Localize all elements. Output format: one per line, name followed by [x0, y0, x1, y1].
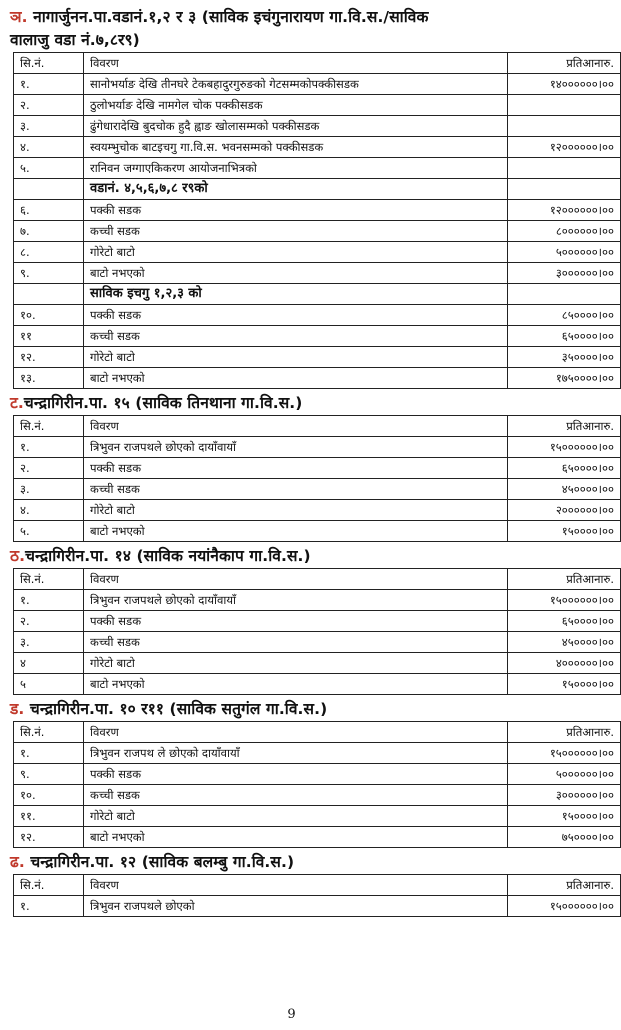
subheading: साविक इचगु १,२,३ को: [84, 284, 508, 305]
data-table: [13, 415, 621, 542]
cell-amount: [508, 116, 621, 137]
cell-desc: कच्ची सडक: [84, 479, 508, 500]
cell-sn: ४.: [14, 500, 84, 521]
cell-desc: ढुंगेधारादेखि बुदचोक हुदै ह्वाङ खोलासम्मको पक्कीसडक: [84, 116, 508, 137]
table-row: [14, 221, 621, 242]
cell-amount: १५००००००।००: [508, 896, 621, 917]
section-letter: ड.: [10, 700, 25, 718]
cell-sn: २.: [14, 611, 84, 632]
table-row: [14, 116, 621, 137]
section-letter: ञ.: [10, 8, 28, 26]
cell-sn: १.: [14, 896, 84, 917]
table-header-row: [14, 875, 621, 896]
header-desc: विवरण: [84, 416, 508, 437]
section-letter: ठ.: [10, 547, 26, 565]
cell-desc: बाटो नभएको: [84, 521, 508, 542]
cell-amount: १२००००००।००: [508, 200, 621, 221]
cell-amount: ४५००००।००: [508, 632, 621, 653]
cell-sn: १२.: [14, 827, 84, 848]
cell-sn: ४: [14, 653, 84, 674]
cell-amount: [508, 284, 621, 305]
section-heading: [10, 698, 573, 721]
cell-amount: १५००००।००: [508, 674, 621, 695]
section-heading: [10, 6, 573, 29]
cell-amount: ७५००००।००: [508, 827, 621, 848]
cell-amount: ८५००००।००: [508, 305, 621, 326]
cell-sn: २.: [14, 95, 84, 116]
section-heading: [10, 851, 573, 874]
cell-sn: ३.: [14, 116, 84, 137]
cell-desc: त्रिभुवन राजपथले छोएको दायाँवायाँ: [84, 590, 508, 611]
cell-sn: [14, 284, 84, 305]
cell-desc: गोरेटो बाटो: [84, 347, 508, 368]
header-sn: सि.नं.: [14, 416, 84, 437]
cell-sn: २.: [14, 458, 84, 479]
cell-amount: ३००००००।००: [508, 785, 621, 806]
cell-amount: १५००००००।००: [508, 437, 621, 458]
page-number: 9: [287, 1007, 296, 1022]
data-table: [13, 52, 621, 389]
header-amount: प्रतिआनारु.: [508, 53, 621, 74]
table-row: [14, 785, 621, 806]
header-desc: विवरण: [84, 875, 508, 896]
cell-desc: कच्ची सडक: [84, 221, 508, 242]
cell-desc: बाटो नभएको: [84, 263, 508, 284]
cell-amount: [508, 158, 621, 179]
header-amount: प्रतिआनारु.: [508, 722, 621, 743]
table-header-row: [14, 53, 621, 74]
header-sn: सि.नं.: [14, 569, 84, 590]
cell-sn: १.: [14, 74, 84, 95]
cell-desc: गोरेटो बाटो: [84, 653, 508, 674]
table-row: [14, 896, 621, 917]
table-row: [14, 743, 621, 764]
table-row: [14, 521, 621, 542]
cell-sn: १३.: [14, 368, 84, 389]
cell-sn: ७.: [14, 221, 84, 242]
section-title: चन्द्रागिरीन.पा. १४ (साविक नयांनैकाप गा.वि.स.): [25, 547, 311, 565]
data-table: [13, 568, 621, 695]
cell-desc: बाटो नभएको: [84, 674, 508, 695]
table-row: [14, 458, 621, 479]
document-page: [0, 6, 614, 1030]
cell-desc: पक्की सडक: [84, 458, 508, 479]
cell-sn: ५.: [14, 521, 84, 542]
cell-desc: रानिवन जग्गाएकिकरण आयोजनाभित्रको: [84, 158, 508, 179]
subheading: वडानं. ४,५,६,७,८ र९को: [84, 179, 508, 200]
cell-amount: ८००००००।००: [508, 221, 621, 242]
cell-amount: १५००००००।००: [508, 590, 621, 611]
table-row: [14, 263, 621, 284]
header-desc: विवरण: [84, 53, 508, 74]
cell-desc: कच्ची सडक: [84, 785, 508, 806]
cell-desc: गोरेटो बाटो: [84, 500, 508, 521]
table-subheading-row: [14, 284, 621, 305]
cell-amount: १४००००००।००: [508, 74, 621, 95]
cell-desc: सानोभर्याङ देखि तीनघरे टेकबहादुरगुरुङको गेटसम्मकोपक्कीसडक: [84, 74, 508, 95]
cell-desc: त्रिभुवन राजपथ ले छोएको दायाँवायाँ: [84, 743, 508, 764]
cell-desc: गोरेटो बाटो: [84, 806, 508, 827]
header-amount: प्रतिआनारु.: [508, 416, 621, 437]
cell-sn: ८.: [14, 242, 84, 263]
cell-sn: १.: [14, 743, 84, 764]
header-sn: सि.नं.: [14, 722, 84, 743]
cell-desc: स्वयम्भुचोक बाटइचगु गा.वि.स. भवनसम्मको पक्कीसडक: [84, 137, 508, 158]
table-row: [14, 590, 621, 611]
header-sn: सि.नं.: [14, 875, 84, 896]
cell-amount: ५००००००।००: [508, 764, 621, 785]
section-title: चन्द्रागिरीन.पा. १२ (साविक बलम्बु गा.वि.स.): [24, 853, 295, 871]
cell-amount: ३००००००।००: [508, 263, 621, 284]
table-row: [14, 827, 621, 848]
table-row: [14, 674, 621, 695]
cell-desc: ठुलोभर्याङ देखि नामगेल चोक पक्कीसडक: [84, 95, 508, 116]
table-row: [14, 500, 621, 521]
cell-amount: १५००००००।००: [508, 743, 621, 764]
section-letter: ट.: [10, 394, 24, 412]
section-title-line2: वालाजु वडा नं.७,८र९): [10, 31, 140, 49]
data-table: [13, 874, 621, 917]
cell-desc: बाटो नभएको: [84, 827, 508, 848]
section-heading: [10, 392, 573, 415]
cell-sn: ९.: [14, 263, 84, 284]
header-amount: प्रतिआनारु.: [508, 569, 621, 590]
cell-desc: पक्की सडक: [84, 200, 508, 221]
cell-sn: १.: [14, 590, 84, 611]
section-title: चन्द्रागिरीन.पा. १५ (साविक तिनथाना गा.वि.स.): [23, 394, 303, 412]
cell-amount: ४००००००।००: [508, 653, 621, 674]
table-header-row: [14, 569, 621, 590]
table-row: [14, 806, 621, 827]
cell-amount: ६५००००।००: [508, 458, 621, 479]
table-row: [14, 653, 621, 674]
table-row: [14, 611, 621, 632]
section-heading: [10, 545, 573, 568]
table-subheading-row: [14, 179, 621, 200]
section-title: चन्द्रागिरीन.पा. १० र११ (साविक सतुगंल गा.वि.स.): [24, 700, 328, 718]
cell-amount: १५००००।००: [508, 521, 621, 542]
table-row: [14, 200, 621, 221]
cell-sn: ५: [14, 674, 84, 695]
cell-desc: पक्की सडक: [84, 305, 508, 326]
table-row: [14, 305, 621, 326]
cell-amount: ५००००००।००: [508, 242, 621, 263]
cell-sn: ३.: [14, 632, 84, 653]
cell-amount: ६५००००।००: [508, 326, 621, 347]
table-row: [14, 479, 621, 500]
cell-sn: ९.: [14, 764, 84, 785]
cell-desc: बाटो नभएको: [84, 368, 508, 389]
table-row: [14, 158, 621, 179]
table-row: [14, 347, 621, 368]
table-row: [14, 326, 621, 347]
cell-amount: [508, 95, 621, 116]
cell-desc: कच्ची सडक: [84, 632, 508, 653]
cell-desc: पक्की सडक: [84, 611, 508, 632]
cell-amount: ६५००००।००: [508, 611, 621, 632]
section-letter: ढ.: [10, 853, 25, 871]
cell-sn: ११.: [14, 806, 84, 827]
table-row: [14, 368, 621, 389]
section-heading-continued: [10, 29, 573, 52]
cell-sn: ६.: [14, 200, 84, 221]
table-row: [14, 95, 621, 116]
cell-amount: १२००००००।००: [508, 137, 621, 158]
table-header-row: [14, 416, 621, 437]
cell-amount: [508, 179, 621, 200]
cell-desc: गोरेटो बाटो: [84, 242, 508, 263]
cell-sn: ३.: [14, 479, 84, 500]
cell-amount: २००००००।००: [508, 500, 621, 521]
cell-sn: १०.: [14, 305, 84, 326]
cell-amount: ३५००००।००: [508, 347, 621, 368]
table-row: [14, 764, 621, 785]
cell-desc: पक्की सडक: [84, 764, 508, 785]
cell-sn: [14, 179, 84, 200]
cell-desc: त्रिभुवन राजपथले छोएको: [84, 896, 508, 917]
header-desc: विवरण: [84, 722, 508, 743]
header-desc: विवरण: [84, 569, 508, 590]
cell-amount: १५००००।००: [508, 806, 621, 827]
section-title: नागार्जुनन.पा.वडानं.१,२ र ३ (साविक इचंगुनारायण गा.वि.स./साविक: [27, 8, 429, 26]
cell-sn: ५.: [14, 158, 84, 179]
cell-sn: १२.: [14, 347, 84, 368]
table-header-row: [14, 722, 621, 743]
table-row: [14, 632, 621, 653]
cell-sn: १०.: [14, 785, 84, 806]
table-row: [14, 74, 621, 95]
cell-amount: १७५००००।००: [508, 368, 621, 389]
cell-sn: १.: [14, 437, 84, 458]
table-row: [14, 242, 621, 263]
header-sn: सि.नं.: [14, 53, 84, 74]
cell-desc: कच्ची सडक: [84, 326, 508, 347]
cell-desc: त्रिभुवन राजपथले छोएको दायाँवायाँ: [84, 437, 508, 458]
table-row: [14, 437, 621, 458]
data-table: [13, 721, 621, 848]
cell-sn: ११: [14, 326, 84, 347]
table-row: [14, 137, 621, 158]
cell-amount: ४५००००।००: [508, 479, 621, 500]
header-amount: प्रतिआनारु.: [508, 875, 621, 896]
cell-sn: ४.: [14, 137, 84, 158]
